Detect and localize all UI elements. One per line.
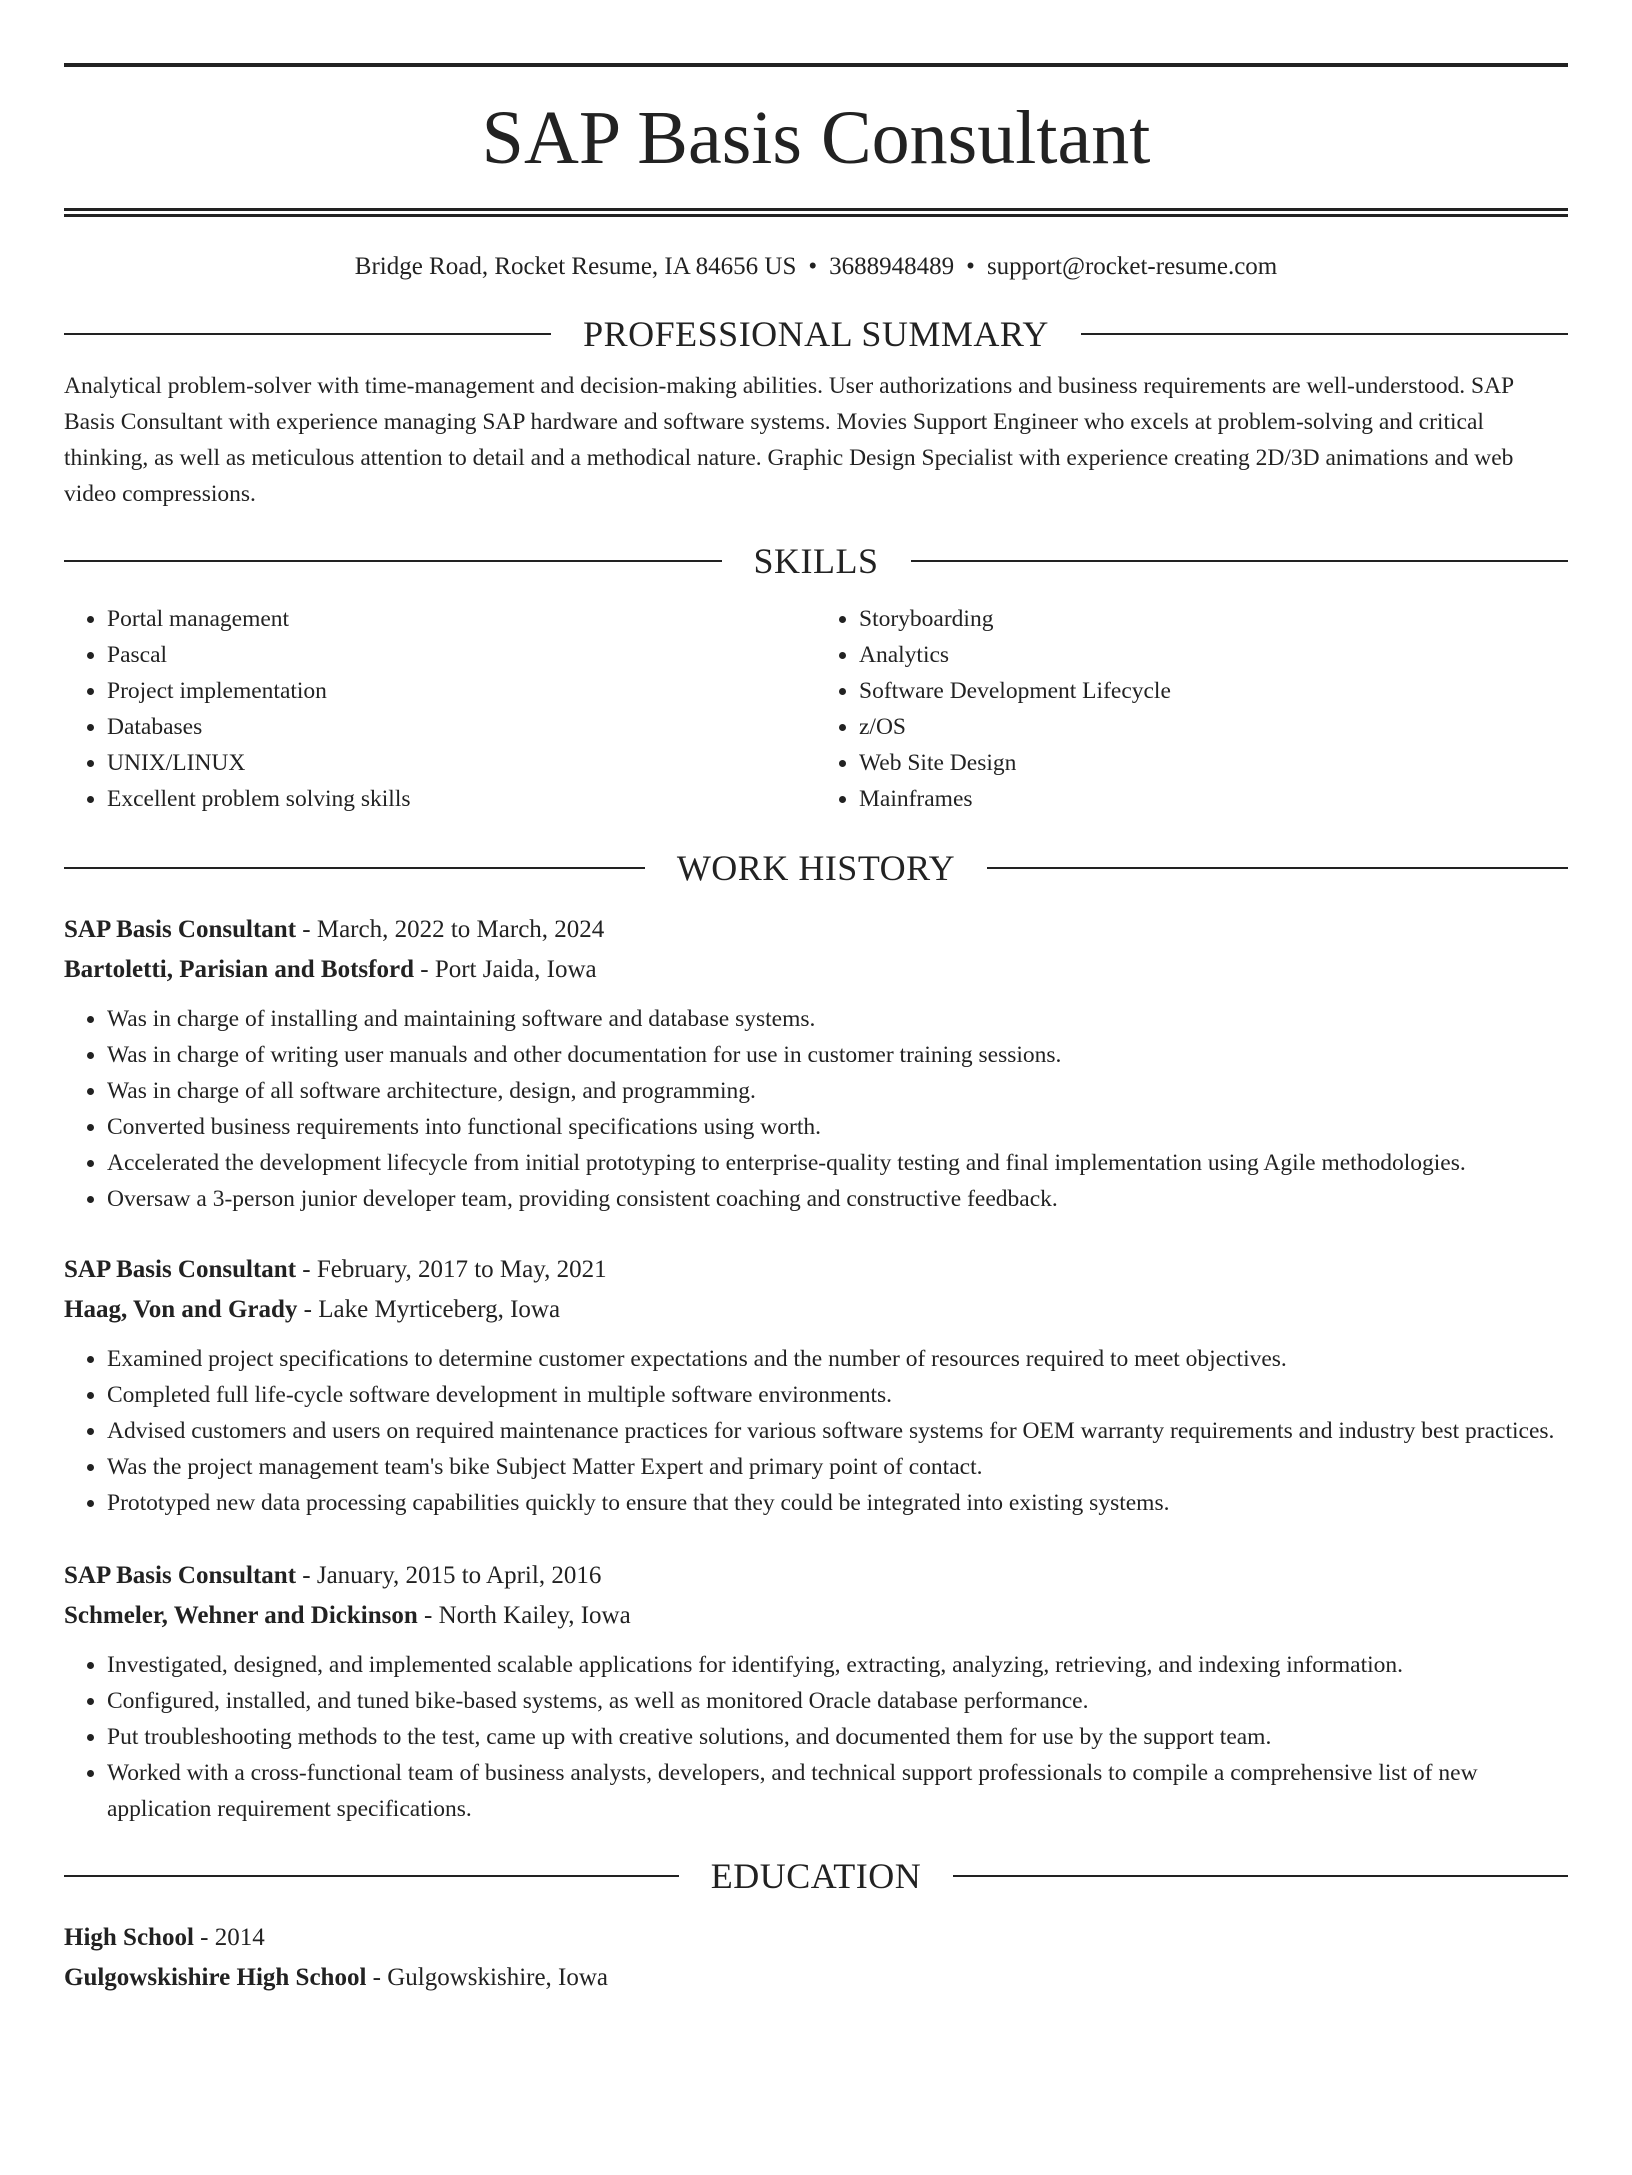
education-degree-line (64, 1918, 1568, 1958)
education-degree: High School (64, 1924, 194, 1951)
education-location: - Gulgowskishire, Iowa (366, 1964, 609, 1991)
divider-line (1081, 333, 1568, 335)
job-dates: - January, 2015 to April, 2016 (296, 1562, 602, 1589)
job-bullet: • Advised customers and users on required maintenance practices for various software systems for OEM warranty requirements and industry best practices. (107, 1413, 1568, 1449)
job-company-line (64, 1596, 1568, 1636)
resume-page (0, 63, 1632, 2175)
job-bullet: • Examined project specifications to determine customer expectations and the number of resources required to meet objectives. (107, 1341, 1568, 1377)
section-title: WORK HISTORY (676, 848, 956, 888)
section-title: SKILLS (753, 541, 879, 581)
job-bullet: • Was the project management team's bike Subject Matter Expert and primary point of contact. (107, 1449, 1568, 1485)
skill-item: • Pascal (107, 637, 816, 673)
job-location: - North Kailey, Iowa (417, 1602, 631, 1629)
candidate-name: SAP Basis Consultant (481, 96, 1151, 180)
job-bullet: • Worked with a cross-functional team of business analysts, developers, and technical support professionals to compile a comprehensive list of new application requirement specifications. (107, 1755, 1568, 1827)
job-bullet: • Investigated, designed, and implemented scalable applications for identifying, extracting, analyzing, retrieving, and indexing information. (107, 1647, 1568, 1683)
job-bullet: • Prototyped new data processing capabilities quickly to ensure that they could be integrated into existing systems. (107, 1485, 1568, 1521)
skills-list (64, 601, 1568, 817)
skill-item: • Portal management (107, 601, 816, 637)
skill-item: • Web Site Design (859, 745, 1568, 781)
section-header-work (64, 848, 1568, 888)
skill-item: • Storyboarding (859, 601, 1568, 637)
contact-phone: 3688948489 (829, 253, 955, 280)
skill-item: • Project implementation (107, 673, 816, 709)
job-bullet: • Configured, installed, and tuned bike-based systems, as well as monitored Oracle database performance. (107, 1683, 1568, 1719)
job-location: - Lake Myrticeberg, Iowa (297, 1296, 561, 1323)
job-title-line (64, 1250, 1568, 1290)
skill-item: • Databases (107, 709, 816, 745)
job-entry (64, 1250, 1568, 1521)
job-role: SAP Basis Consultant (64, 1562, 297, 1589)
job-bullet: • Oversaw a 3-person junior developer team, providing consistent coaching and constructive feedback. (107, 1181, 1568, 1217)
skill-item: • Excellent problem solving skills (107, 781, 816, 817)
job-company: Schmeler, Wehner and Dickinson (64, 1602, 418, 1629)
contact-separator: • (966, 253, 975, 280)
summary-text: Analytical problem-solver with time-management and decision-making abilities. User authorizations and business requirements are well-understood. SAP Basis Consultant with experience managing SAP hardware and software systems. Movies Support Engineer who excels at problem-solving and critical thinking, as well as meticulous attention to detail and a methodical nature. Graphic Design Specialist with experience creating 2D/3D animations and web video compressions. (64, 373, 1514, 507)
job-bullet: • Put troubleshooting methods to the test, came up with creative solutions, and documented them for use by the support team. (107, 1719, 1568, 1755)
job-bullets (64, 1647, 1568, 1827)
job-role: SAP Basis Consultant (64, 1256, 297, 1283)
section-title: PROFESSIONAL SUMMARY (583, 314, 1049, 354)
job-company-line (64, 950, 1568, 990)
education-year: - 2014 (193, 1924, 265, 1951)
job-bullet: • Completed full life-cycle software development in multiple software environments. (107, 1377, 1568, 1413)
skill-item: • Mainframes (859, 781, 1568, 817)
divider-line (987, 867, 1568, 869)
job-bullet: • Was in charge of all software architecture, design, and programming. (107, 1073, 1568, 1109)
skills-column-left (64, 601, 816, 817)
job-dates: - February, 2017 to May, 2021 (296, 1256, 607, 1283)
section-header-education (64, 1856, 1568, 1896)
skill-item: • Analytics (859, 637, 1568, 673)
job-bullet: • Converted business requirements into functional specifications using worth. (107, 1109, 1568, 1145)
contact-address: Bridge Road, Rocket Resume, IA 84656 US (354, 253, 797, 280)
job-company-line (64, 1290, 1568, 1330)
skill-item: • UNIX/LINUX (107, 745, 816, 781)
divider-line (64, 560, 722, 562)
contact-separator: • (808, 253, 818, 280)
education-entry (64, 1918, 1568, 1998)
job-bullets (64, 1001, 1568, 1217)
divider-line (64, 1875, 679, 1877)
job-title-line (64, 1556, 1568, 1596)
section-header-skills (64, 541, 1568, 581)
skills-column-right (816, 601, 1568, 817)
divider-line (953, 1875, 1568, 1877)
job-role: SAP Basis Consultant (64, 916, 297, 943)
divider-line (911, 560, 1569, 562)
divider-line (64, 333, 551, 335)
double-rule (64, 208, 1568, 217)
job-dates: - March, 2022 to March, 2024 (296, 916, 605, 943)
job-entry (64, 910, 1568, 1217)
education-school: Gulgowskishire High School (64, 1964, 367, 1991)
job-bullet: • Was in charge of writing user manuals and other documentation for use in customer training sessions. (107, 1037, 1568, 1073)
section-title: EDUCATION (710, 1856, 922, 1896)
divider-line (64, 867, 645, 869)
job-company: Haag, Von and Grady (64, 1296, 298, 1323)
section-header-summary (64, 314, 1568, 354)
skill-item: • Software Development Lifecycle (859, 673, 1568, 709)
contact-line (64, 251, 1568, 283)
job-bullet: • Was in charge of installing and maintaining software and database systems. (107, 1001, 1568, 1037)
top-rule (64, 63, 1568, 67)
job-bullet: • Accelerated the development lifecycle from initial prototyping to enterprise-quality testing and final implementation using Agile methodologies. (107, 1145, 1568, 1181)
job-location: - Port Jaida, Iowa (414, 956, 597, 983)
job-entry (64, 1556, 1568, 1827)
skill-item: • z/OS (859, 709, 1568, 745)
job-bullets (64, 1341, 1568, 1521)
job-company: Bartoletti, Parisian and Botsford (64, 956, 414, 983)
contact-email: support@rocket-resume.com (986, 253, 1278, 280)
education-school-line (64, 1958, 1568, 1998)
job-title-line (64, 910, 1568, 950)
